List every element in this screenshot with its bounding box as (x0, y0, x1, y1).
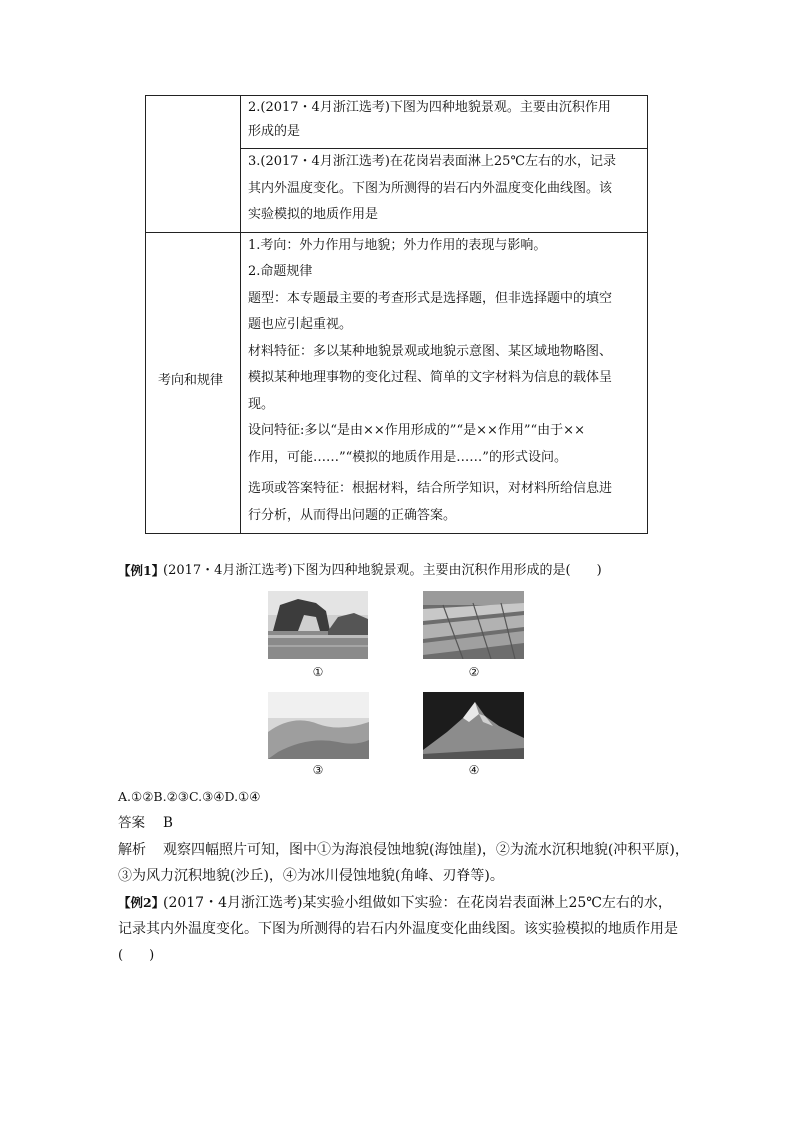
alluvial-plain-photo (423, 591, 524, 659)
example2-tag: 【例2】 (118, 895, 165, 910)
table-q3-line1: 3.(2017・4月浙江选考)在花岗岩表面淋上25℃左右的水，记录 (248, 154, 616, 169)
photo1-caption: ① (312, 665, 324, 679)
analysis-line1: 观察四幅照片可知，图中①为海浪侵蚀地貌(海蚀崖)，②为流水沉积地貌(冲积平原)， (163, 842, 689, 858)
photo2-caption: ② (468, 665, 480, 679)
table-q3-line2: 其内外温度变化。下图为所测得的岩石内外温度变化曲线图。该 (248, 181, 613, 196)
table-row2-line: 选项或答案特征：根据材料，结合所学知识，对材料所给信息进 (248, 481, 613, 496)
table-row2-line: 行分析，从而得出问题的正确答案。 (248, 508, 457, 523)
sand-dune-photo (268, 692, 369, 759)
answer-value: B (163, 815, 173, 831)
analysis-label: 解析 (118, 842, 146, 858)
table-row2-line: 材料特征：多以某种地貌景观或地貌示意图、某区域地物略图、 (248, 344, 613, 359)
example1-tag: 【例1】 (118, 563, 165, 578)
photo4-caption: ④ (468, 763, 480, 777)
example1-question: (2017・4月浙江选考)下图为四种地貌景观。主要由沉积作用形成的是( ) (163, 563, 602, 578)
analysis-line2: ③为风力沉积地貌(沙丘)，④为冰川侵蚀地貌(角峰、刃脊等)。 (118, 868, 504, 884)
example1-options: A.①②B.②③C.③④D.①④ (118, 789, 261, 804)
table-row2-line: 1.考向：外力作用与地貌；外力作用的表现与影响。 (248, 238, 547, 253)
example2-line2: 记录其内外温度变化。下图为所测得的岩石内外温度变化曲线图。该实验模拟的地质作用是 (118, 921, 678, 937)
answer-label: 答案 (118, 815, 145, 831)
glacial-peak-photo (423, 692, 524, 759)
table-q2-line2: 形成的是 (248, 124, 301, 139)
table-row2-line: 模拟某种地理事物的变化过程、简单的文字材料为信息的载体呈 (248, 370, 613, 385)
table-row2-line: 2.命题规律 (248, 264, 313, 279)
table-row2-line: 设问特征:多以“是由××作用形成的”“是××作用”“由于×× (248, 423, 585, 438)
table-row-label: 考向和规律 (158, 373, 224, 388)
photo3-caption: ③ (312, 763, 324, 777)
table-row2-line: 题也应引起重视。 (248, 317, 353, 332)
example2-line3: ( ) (118, 948, 155, 963)
table-row2-line: 现。 (248, 397, 275, 412)
table-row2-line: 作用，可能……”“模拟的地质作用是……”的形式设问。 (248, 450, 567, 465)
sea-arch-photo (268, 591, 368, 659)
table-q2-line1: 2.(2017・4月浙江选考)下图为四种地貌景观。主要由沉积作用 (248, 100, 611, 115)
table-q3-line3: 实验模拟的地质作用是 (248, 207, 379, 222)
table-row2-line: 题型：本专题最主要的考查形式是选择题，但非选择题中的填空 (248, 291, 613, 306)
example2-line1: (2017・4月浙江选考)某实验小组做如下实验：在花岗岩表面淋上25℃左右的水， (163, 895, 672, 911)
